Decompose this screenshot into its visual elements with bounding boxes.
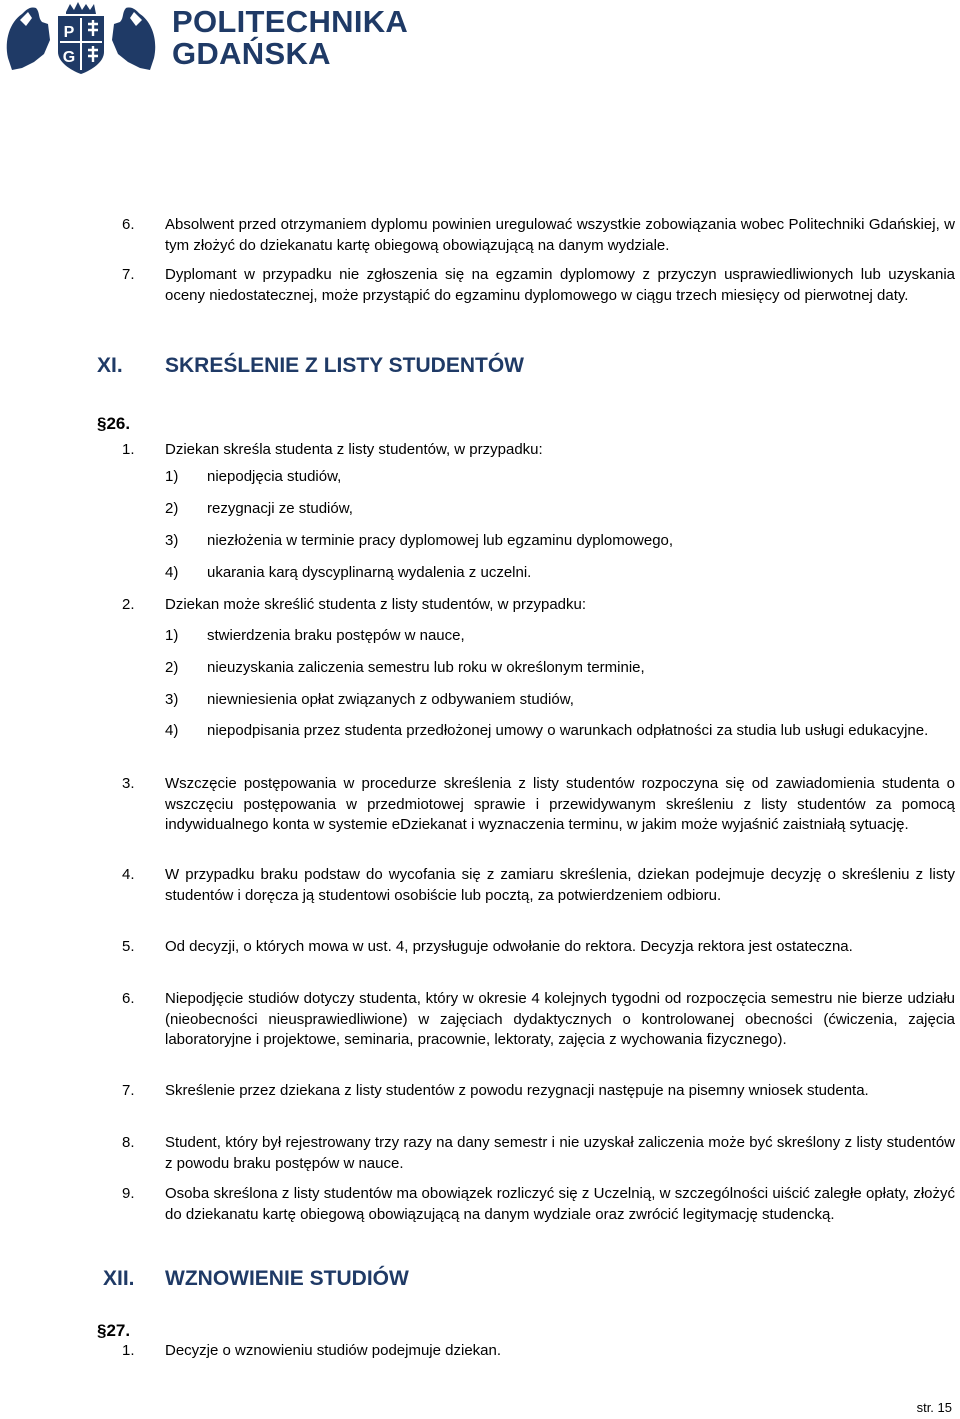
emblem-letter-p: P (63, 24, 75, 41)
p26-item-8-text: Student, który był rejestrowany trzy razy na dany semestr i nie uzyskał zaliczenia może być skreślony z listy studentów z powodu braku postępów w nauce. (165, 1134, 955, 1172)
section-xii-title: WZNOWIENIE STUDIÓW (165, 1267, 409, 1290)
logo-name-line1: POLITECHNIKA (172, 4, 409, 39)
p26-item-1-number: 1. (122, 441, 135, 458)
page-number: str. 15 (916, 1400, 952, 1415)
p26-item-2-number: 2. (122, 596, 135, 613)
p26-item-1-sub-2-text: rezygnacji ze studiów, (207, 500, 353, 517)
p26-item-3-number: 3. (122, 775, 135, 792)
pg-crest-icon (0, 0, 162, 76)
item-7-text: Dyplomant w przypadku nie zgłoszenia się na egzamin dyplomowy z przyczyn usprawiedliwionych lub uzyskania oceny niedostatecznej, może przystąpić do egzaminu dyplomowego w ciągu trzech miesięcy od pierwotnej daty. (165, 266, 955, 304)
p27-item-1-number: 1. (122, 1342, 135, 1359)
p26-item-1-sub-3-text: niezłożenia w terminie pracy dyplomowej lub egzaminu dyplomowego, (207, 532, 674, 549)
p26-item-5-text: Od decyzji, o których mowa w ust. 4, przysługuje odwołanie do rektora. Decyzja rektora jest ostateczna. (165, 938, 853, 955)
p26-item-6-number: 6. (122, 990, 135, 1007)
p26-item-2-sub-1-text: stwierdzenia braku postępów w nauce, (207, 627, 465, 644)
item-6-number: 6. (122, 216, 135, 233)
paragraph-26-heading: §26. (97, 414, 131, 433)
p26-item-6-text: Niepodjęcie studiów dotyczy studenta, który w okresie 4 kolejnych tygodni od rozpoczęcia semestru nie bierze udziału (nieobecności nieusprawiedliwione) w zajęciach dydaktycznych o kontrolowanej obecności (ćwiczenia, zajęcia laboratoryjne i projektowe, seminaria, pracownie, lektoraty, zajęcia z wychowania fizycznego). (165, 990, 955, 1048)
p26-item-2-sub-1-number: 1) (165, 627, 179, 644)
section-xii-number: XII. (103, 1267, 135, 1290)
p27-item-1-text: Decyzje o wznowieniu studiów podejmuje dziekan. (165, 1342, 502, 1359)
p26-item-7-text: Skreślenie przez dziekana z listy studentów z powodu rezygnacji następuje na pisemny wniosek studenta. (165, 1082, 869, 1099)
logo-name-line2: GDAŃSKA (172, 36, 331, 71)
item-6-text: Absolwent przed otrzymaniem dyplomu powinien uregulować wszystkie zobowiązania wobec Politechniki Gdańskiej, w tym złożyć do dziekanatu kartę obiegową obowiązującą na danym wydziale. (165, 216, 955, 254)
p26-item-2-sub-2-number: 2) (165, 659, 179, 676)
p26-item-1-sub-1-number: 1) (165, 468, 179, 485)
university-logo (0, 0, 409, 76)
p26-item-9-number: 9. (122, 1185, 135, 1202)
section-xi-title: SKREŚLENIE Z LISTY STUDENTÓW (165, 354, 524, 377)
paragraph-27-heading: §27. (97, 1321, 131, 1340)
p26-item-4-text: W przypadku braku podstaw do wycofania się z zamiaru skreślenia, dziekan podejmuje decyzję o skreśleniu z listy studentów i doręcza ją studentowi osobiście lub pocztą, za potwierdzeniem odbioru. (165, 866, 955, 904)
p26-item-7-number: 7. (122, 1082, 135, 1099)
p26-item-2-sub-4-text: niepodpisania przez studenta przedłożonej umowy o warunkach odpłatności za studia lub usługi edukacyjne. (207, 722, 929, 739)
p26-item-9-text: Osoba skreślona z listy studentów ma obowiązek rozliczyć się z Uczelnią, w szczególności uiścić zaległe opłaty, złożyć do dziekanatu kartę obiegową obowiązującą na danym wydziale oraz zwrócić legitymację studencką. (165, 1185, 955, 1223)
p26-item-3-text: Wszczęcie postępowania w procedurze skreślenia z listy studentów rozpoczyna się od zawiadomienia studenta o wszczęciu postępowania w przedmiotowej sprawie i przewidywanym skreśleniu z listy studentów za pomocą indywidualnego konta w systemie eDziekanat i wyznaczenia terminu, w jakim może wyjaśnić zaistniałą sytuację. (165, 775, 955, 833)
p26-item-2-sub-2-text: nieuzyskania zaliczenia semestru lub roku w określonym terminie, (207, 659, 645, 676)
p26-item-1-text: Dziekan skreśla studenta z listy studentów, w przypadku: (165, 441, 543, 458)
emblem-letter-g: G (62, 49, 76, 66)
p26-item-1-sub-1-text: niepodjęcia studiów, (207, 468, 342, 485)
p26-item-1-sub-4-number: 4) (165, 564, 179, 581)
p26-item-8-number: 8. (122, 1134, 135, 1151)
p26-item-1-sub-2-number: 2) (165, 500, 179, 517)
p26-item-2-text: Dziekan może skreślić studenta z listy studentów, w przypadku: (165, 596, 587, 613)
p26-item-2-sub-3-number: 3) (165, 691, 179, 708)
section-xi-number: XI. (97, 354, 123, 377)
p26-item-2-sub-4-number: 4) (165, 722, 179, 739)
p26-item-5-number: 5. (122, 938, 135, 955)
p26-item-2-sub-3-text: niewniesienia opłat związanych z odbywaniem studiów, (207, 691, 574, 708)
p26-item-1-sub-3-number: 3) (165, 532, 179, 549)
p26-item-4-number: 4. (122, 866, 135, 883)
item-7-number: 7. (122, 266, 135, 283)
p26-item-1-sub-4-text: ukarania karą dyscyplinarną wydalenia z uczelni. (207, 564, 532, 581)
